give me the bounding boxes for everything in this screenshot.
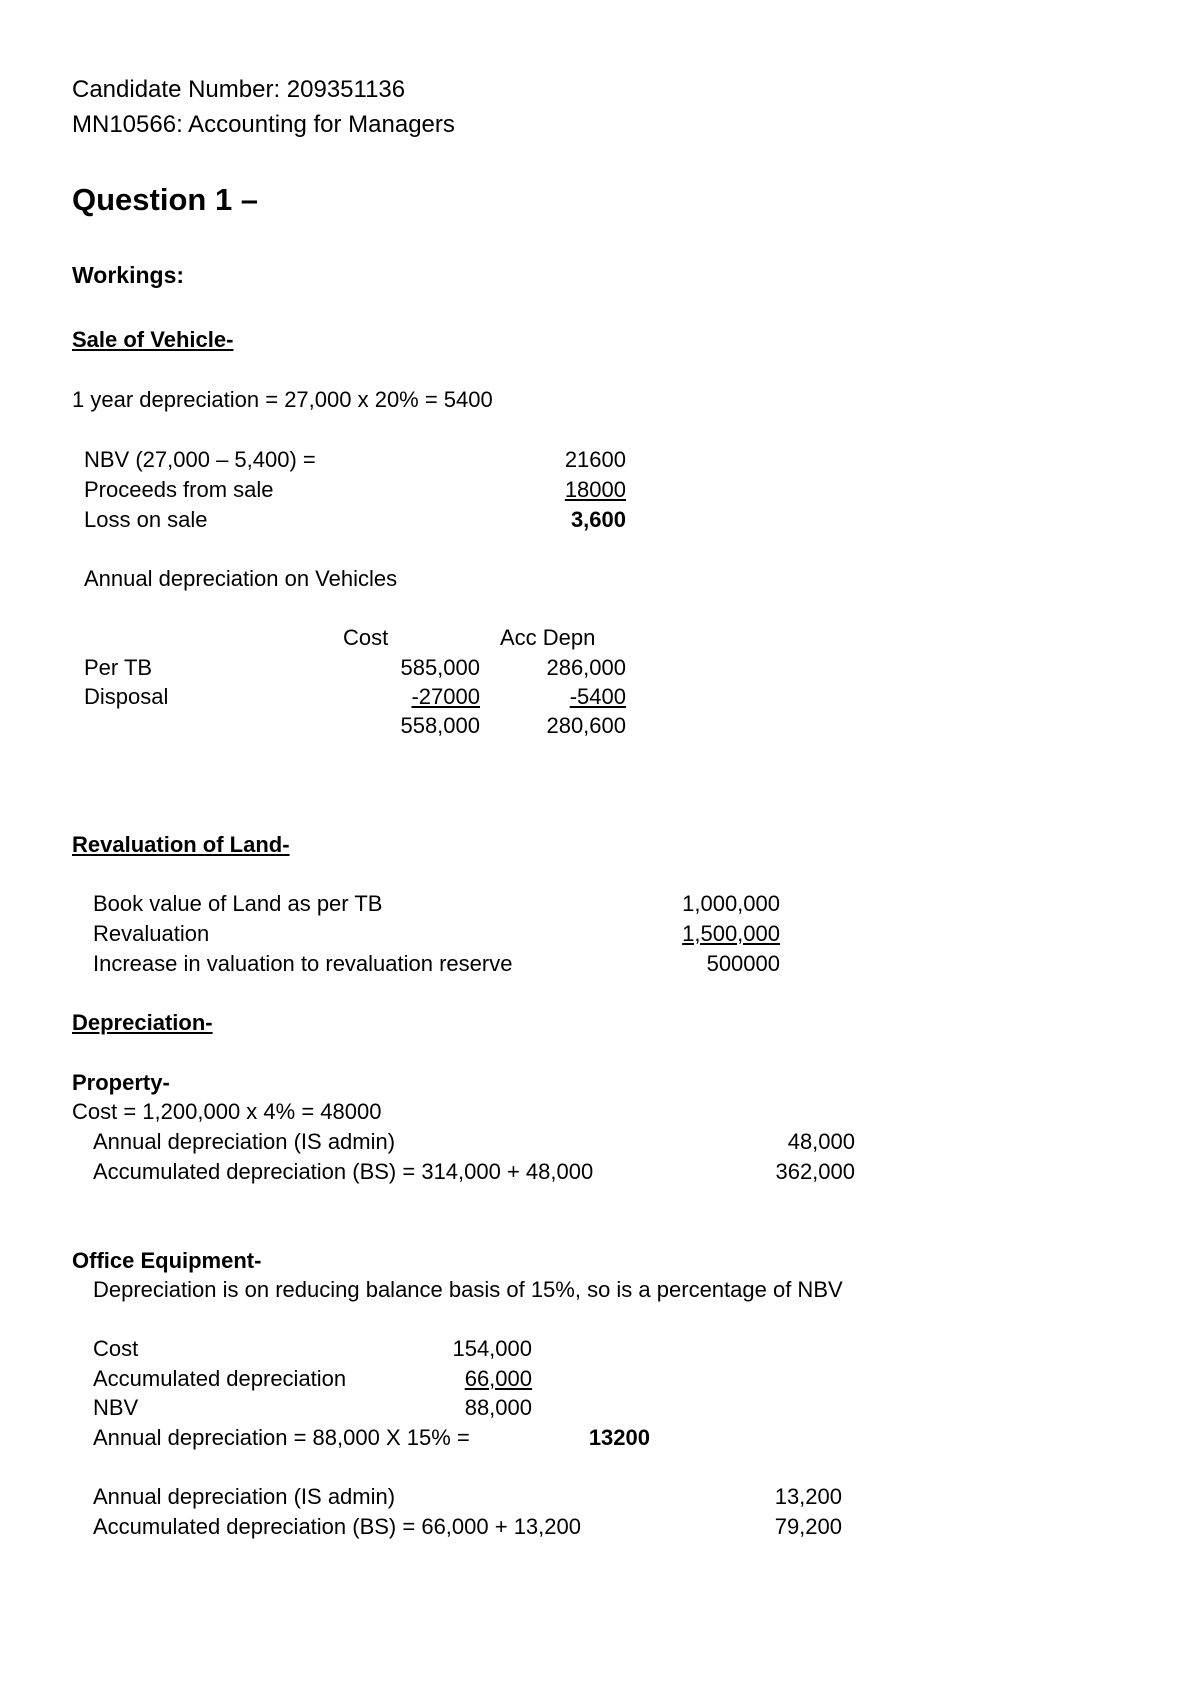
per-tb-label: Per TB <box>84 655 153 680</box>
annual-depreciation-vehicles-title: Annual depreciation on Vehicles <box>84 566 398 591</box>
office-accdep-label: Accumulated depreciation <box>93 1366 347 1391</box>
office-cost-value: 154,000 <box>452 1336 532 1361</box>
depreciation-heading: Depreciation- <box>72 1010 213 1035</box>
column-header-acc-depn: Acc Depn <box>500 625 596 650</box>
property-cost-line: Cost = 1,200,000 x 4% = 48000 <box>72 1099 382 1124</box>
module-title: MN10566: Accounting for Managers <box>72 111 455 138</box>
disposal-label: Disposal <box>84 684 169 709</box>
property-acc-value: 362,000 <box>775 1159 855 1184</box>
proceeds-label: Proceeds from sale <box>84 477 274 502</box>
increase-label: Increase in valuation to revaluation reserve <box>93 951 513 976</box>
disposal-acc-depn: -5400 <box>569 684 626 709</box>
nbv-value: 21600 <box>564 447 626 472</box>
office-calc-label: Annual depreciation = 88,000 X 15% = <box>93 1425 470 1450</box>
office-equipment-note: Depreciation is on reducing balance basis of 15%, so is a percentage of NBV <box>93 1277 843 1302</box>
property-annual-label: Annual depreciation (IS admin) <box>93 1129 396 1154</box>
loss-value: 3,600 <box>570 507 626 532</box>
candidate-number: Candidate Number: 209351136 <box>72 76 406 103</box>
office-acc-value: 79,200 <box>774 1514 842 1539</box>
question-title: Question 1 – <box>72 182 259 217</box>
office-calc-value: 13200 <box>588 1425 650 1450</box>
office-nbv-label: NBV <box>93 1395 139 1420</box>
revaluation-heading: Revaluation of Land- <box>72 832 290 857</box>
office-accdep-value: 66,000 <box>464 1366 532 1391</box>
property-heading: Property- <box>72 1070 170 1095</box>
office-cost-label: Cost <box>93 1336 139 1361</box>
book-value-label: Book value of Land as per TB <box>93 891 383 916</box>
per-tb-cost: 585,000 <box>400 655 480 680</box>
property-annual-value: 48,000 <box>787 1129 855 1154</box>
nbv-label: NBV (27,000 – 5,400) = <box>84 447 316 472</box>
total-acc-depn: 280,600 <box>546 713 626 738</box>
column-header-cost: Cost <box>343 625 389 650</box>
book-value-value: 1,000,000 <box>682 891 780 916</box>
workings-label: Workings: <box>72 262 185 288</box>
loss-label: Loss on sale <box>84 507 208 532</box>
sale-of-vehicle-heading: Sale of Vehicle- <box>72 327 234 352</box>
proceeds-value: 18000 <box>564 477 626 502</box>
revaluation-value: 1,500,000 <box>682 921 780 946</box>
office-annual-label: Annual depreciation (IS admin) <box>93 1484 396 1509</box>
office-acc-label: Accumulated depreciation (BS) = 66,000 + 13,200 <box>93 1514 581 1539</box>
office-equipment-heading: Office Equipment- <box>72 1248 262 1273</box>
disposal-cost: -27000 <box>411 684 480 709</box>
revaluation-label: Revaluation <box>93 921 210 946</box>
increase-value: 500000 <box>706 951 780 976</box>
property-acc-label: Accumulated depreciation (BS) = 314,000 + 48,000 <box>93 1159 594 1184</box>
total-cost: 558,000 <box>400 713 480 738</box>
per-tb-acc-depn: 286,000 <box>546 655 626 680</box>
office-nbv-value: 88,000 <box>464 1395 532 1420</box>
office-annual-value: 13,200 <box>774 1484 842 1509</box>
vehicle-depreciation-line: 1 year depreciation = 27,000 x 20% = 5400 <box>72 387 493 412</box>
